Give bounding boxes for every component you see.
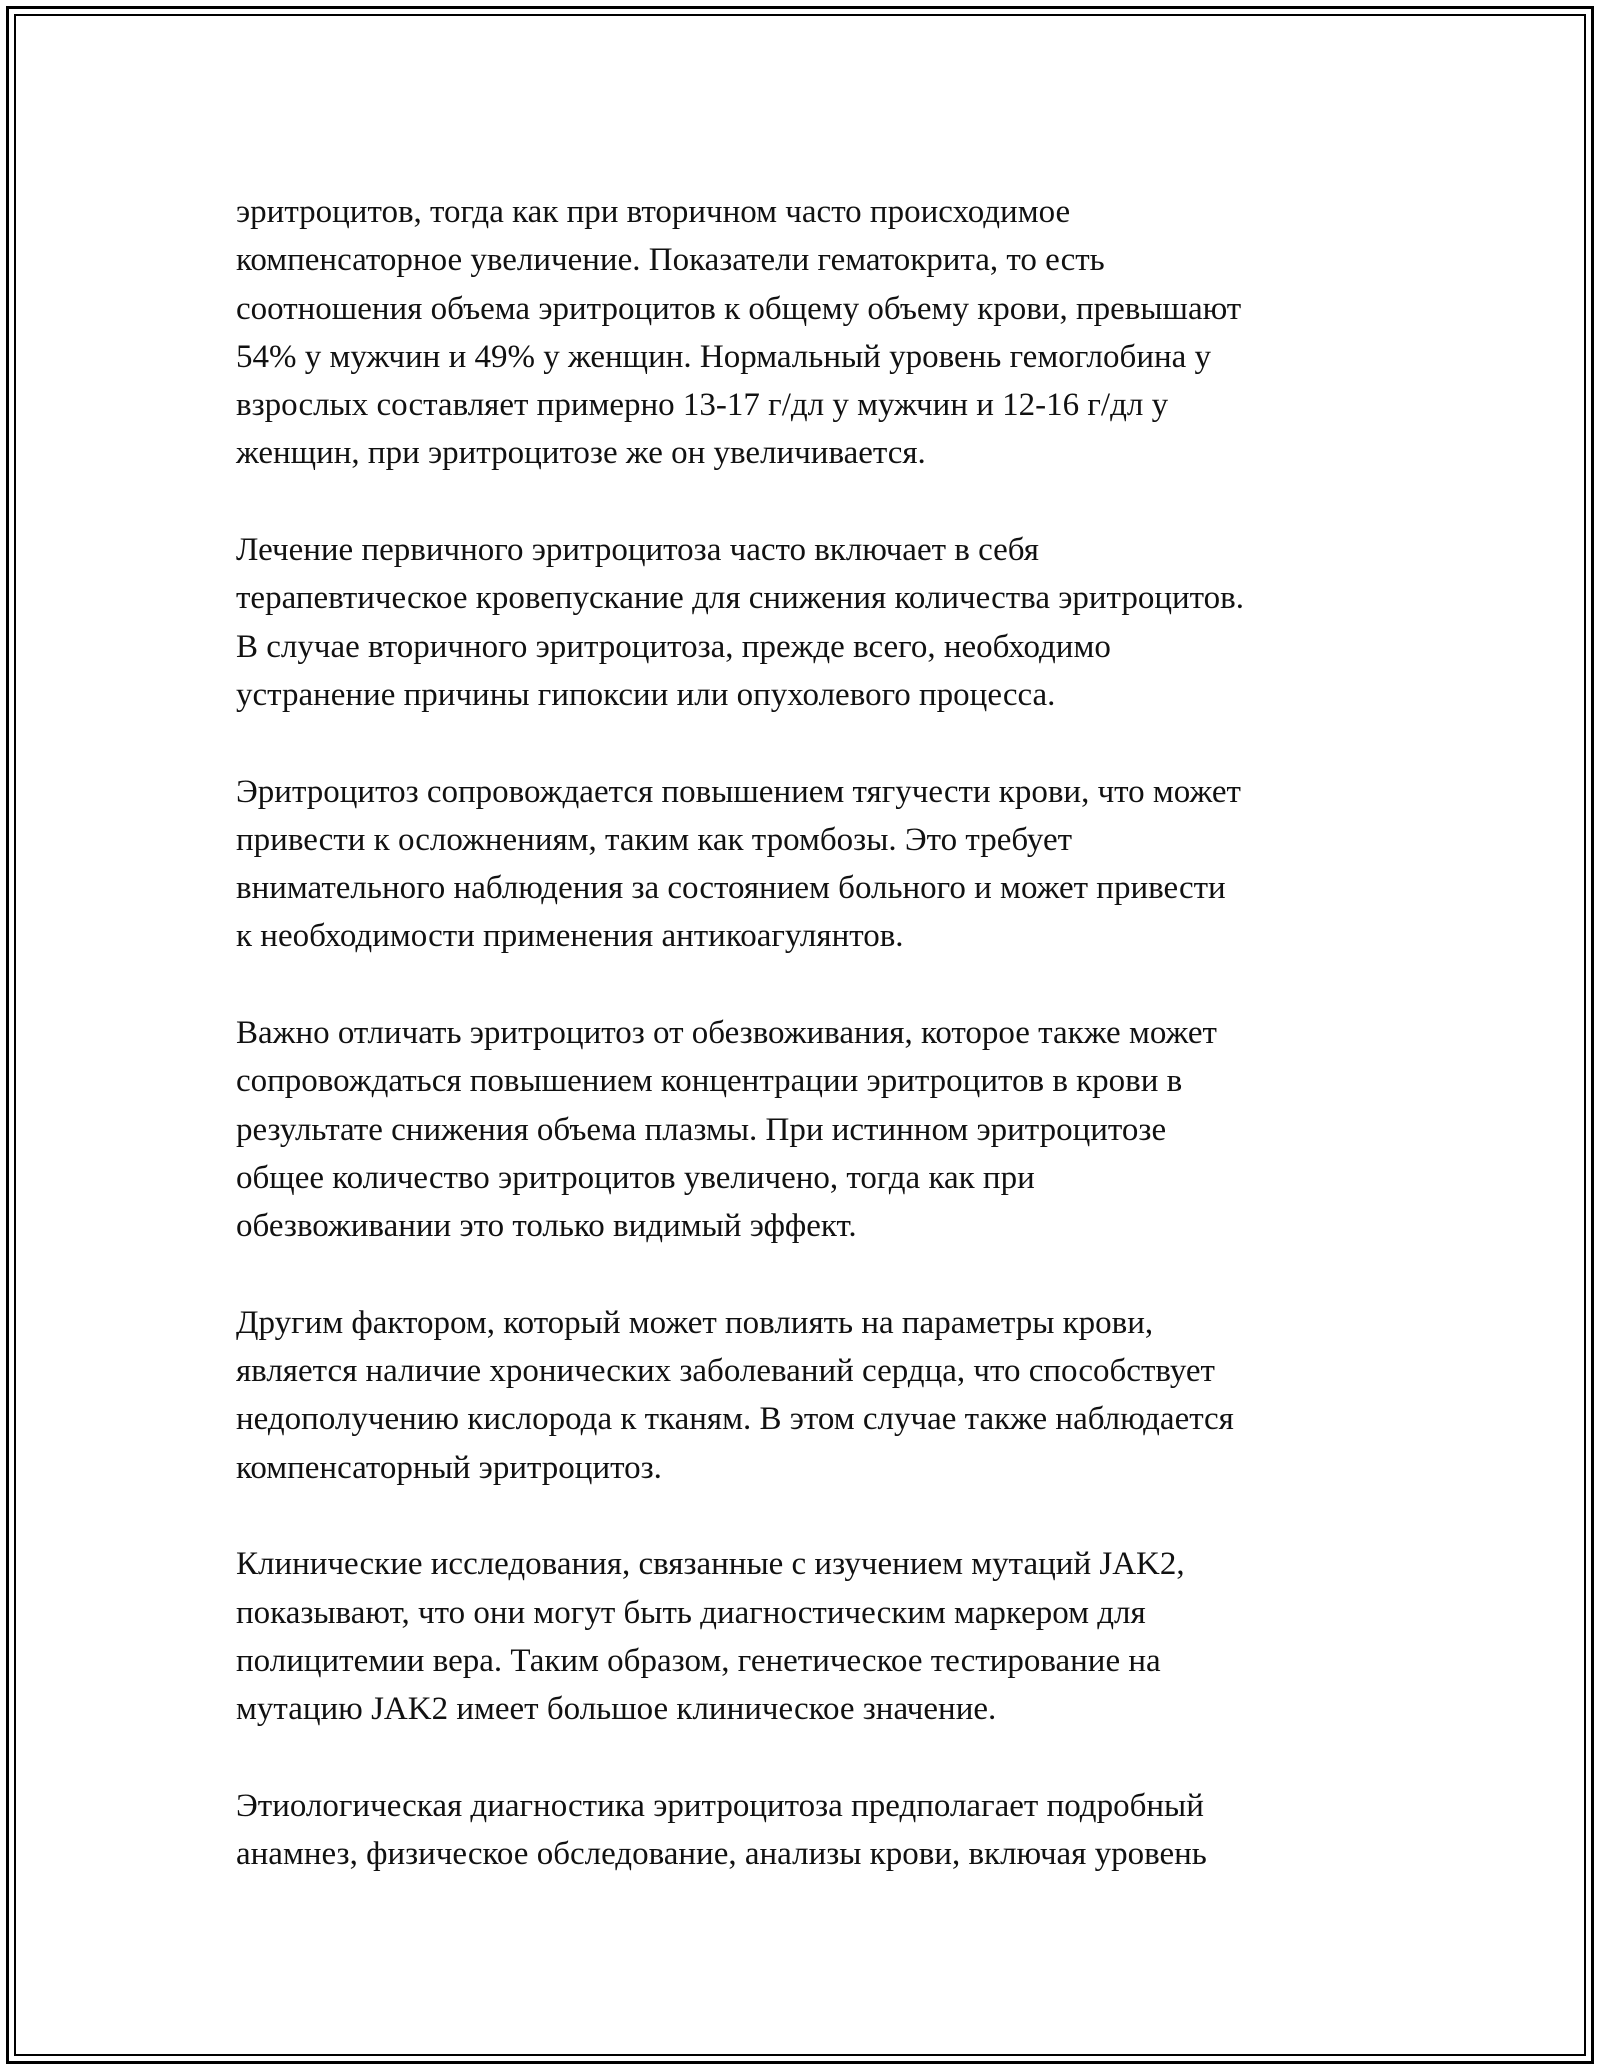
paragraph: Другим фактором, который может повлиять на параметры крови, является наличие хронических заболеваний сердца, что способствует недополучению кислорода к тканям. В этом случае также наблюдается компенсаторный эритроцитоз.	[236, 1304, 1234, 1486]
paragraph: эритроцитов, тогда как при вторичном часто происходимое компенсаторное увеличение. Показатели гематокрита, то есть соотношения объема эритроцитов к общему объему крови, превышают 54% у мужчин и 49% у женщин. Нормальный уровень гемоглобина у взрослых составляет примерно 13-17 г/дл у мужчин и 12-16 г/дл у женщин, при эритроцитозе же он увеличивается.	[236, 194, 1242, 472]
paragraph: Этиологическая диагностика эритроцитоза предполагает подробный анамнез, физическое обследование, анализы крови, включая уровень	[236, 1787, 1207, 1873]
paragraph: Лечение первичного эритроцитоза часто включает в себя терапевтическое кровепускание для снижения количества эритроцитов. В случае вторичного эритроцитоза, прежде всего, необходимо устранение причины гипоксии или опухолевого процесса.	[236, 532, 1244, 713]
paragraph: Эритроцитоз сопровождается повышением тягучести крови, что может привести к осложнениям, таким как тромбозы. Это требует внимательного наблюдения за состоянием больного и может привести к необходимости применения антикоагулянтов.	[236, 773, 1241, 955]
document-body	[236, 188, 1396, 1927]
paragraph: Клинические исследования, связанные с изучением мутаций JAK2, показывают, что они могут быть диагностическим маркером для полицитемии вера. Таким образом, генетическое тестирование на мутацию JAK2 имеет большое клиническое значение.	[236, 1546, 1185, 1728]
paragraph: Важно отличать эритроцитоз от обезвоживания, которое также может сопровождаться повышением концентрации эритроцитов в крови в результате снижения объема плазмы. При истинном эритроцитозе общее количество эритроцитов увеличено, тогда как при обезвоживании это только видимый эффект.	[236, 1015, 1217, 1245]
